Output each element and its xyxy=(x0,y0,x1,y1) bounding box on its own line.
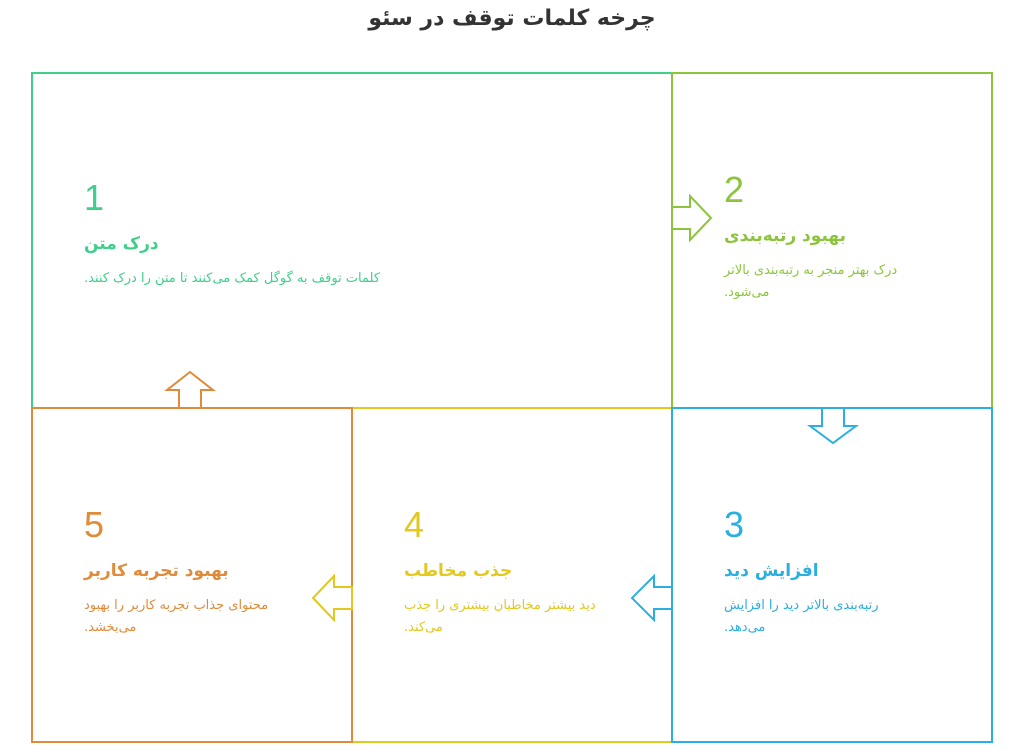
diagram-title: چرخه کلمات توقف در سئو xyxy=(368,6,656,31)
step-heading: بهبود تجربه کاربر xyxy=(84,561,229,581)
step-number: 2 xyxy=(724,169,745,210)
step-heading: درک متن xyxy=(84,234,159,254)
step-1 xyxy=(84,178,454,290)
step-description: دید بیشتر مخاطبان بیشتری را جذب می‌کند. xyxy=(404,598,596,635)
step-number: 5 xyxy=(84,504,105,545)
arrow-up-icon xyxy=(167,372,213,408)
step-description: رتبه‌بندی بالاتر دید را افزایش می‌دهد. xyxy=(724,598,879,635)
step-heading: جذب مخاطب xyxy=(404,561,513,581)
step-4 xyxy=(404,505,604,639)
step-number: 4 xyxy=(404,504,425,545)
step-heading: افزایش دید xyxy=(724,561,819,581)
step-2 xyxy=(724,170,914,304)
arrow-left-icon xyxy=(632,576,672,620)
step-number: 1 xyxy=(84,177,105,218)
step-description: کلمات توقف به گوگل کمک می‌کنند تا متن را درک کنند. xyxy=(84,271,381,286)
arrow-down-icon xyxy=(810,408,856,443)
step-3 xyxy=(724,505,924,639)
step-description: محتوای جذاب تجربه کاربر را بهبود می‌بخشد. xyxy=(84,598,269,635)
step-5 xyxy=(84,505,284,639)
step-number: 3 xyxy=(724,504,745,545)
arrow-left-icon xyxy=(313,576,352,620)
arrow-right-icon xyxy=(672,196,711,240)
step-description: درک بهتر منجر به رتبه‌بندی بالاتر می‌شود. xyxy=(724,263,898,300)
step-heading: بهبود رتبه‌بندی xyxy=(724,226,846,246)
